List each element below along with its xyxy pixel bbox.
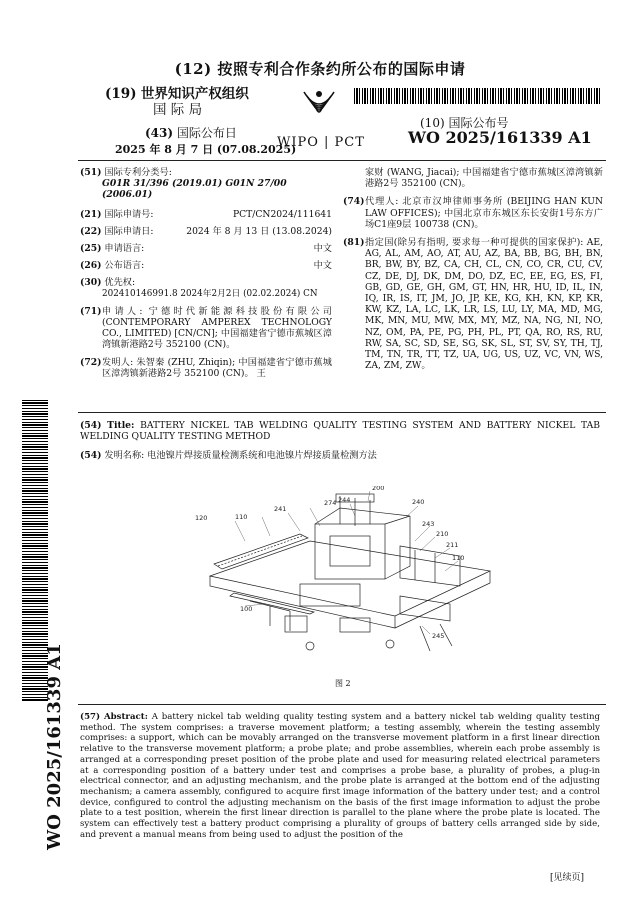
field-26: (26) 公布语言: 中文	[80, 260, 332, 272]
pub-date-code: (43)	[145, 126, 174, 140]
label-211: 211	[446, 541, 459, 549]
field-22: (22) 国际申请日: 2024 年 8 月 13 日 (13.08.2024)	[80, 225, 332, 237]
biblio-left	[80, 167, 332, 379]
pub-no-label: 国际公布号	[448, 116, 509, 130]
label-274: 274	[324, 499, 337, 507]
figure-caption: 图 2	[335, 679, 351, 688]
field-51-value: G01R 31/396 (2019.01) G01N 27/00 (2006.01)	[102, 178, 287, 201]
label-200: 200	[372, 486, 385, 492]
org-code: (19)	[105, 86, 137, 102]
title-zh: (54) 发明名称: 电池镍片焊接质量检测系统和电池镍片焊接质量检测方法	[80, 450, 377, 461]
org-name: 世界知识产权组织	[140, 86, 249, 102]
field-81: (81) 指定国(除另有指明, 要求每一种可提供的国家保护): AE, AG, AL, AM, AO, AT, AU, AZ, BA, BB, BG, BH, BN, BR, BW, BY, BZ, CA, CH, CL, CN, CO, CR, CU, CV, CZ, DE, DJ, DK, DM, DO, DZ, EC, EE, EG, ES, FI, GB, GD, GE, GH, GM, GT, HN, HR, HU, ID, IL, IN, IQ, IR, IS, IT, JM, JO, JP, KE, KG, KH, KN, KP, KR, KW, KZ, LA, LC, LK, LR, LS, LU, LY, MA, MD, MG, MK, MN, MU, MW, MX, MY, MZ, NA, NG, NI, NO, NZ, OM, PA, PE, PG, PH, PL, PT, QA, RO, RS, RU, RW, SA, SC, SD, SE, SG, SK, SL, ST, SV, SY, TH, TJ, TM, TN, TR, TT, TZ, UA, UG, US, UZ, VC, VN, WS, ZA, ZM, ZW。	[343, 237, 603, 372]
label-120: 120	[195, 514, 208, 522]
field-51: (51) 国际专利分类号:	[80, 167, 172, 178]
field-74: (74) 代理人: 北京市汉坤律师事务所 (BEIJING HAN KUN LAW OFFICES); 中国北京市东城区东长安街1号东方广场C1座9层 100738 (CN)。	[343, 196, 603, 230]
document-type: (12) 按照专利合作条约所公布的国际申请	[174, 60, 466, 78]
side-pub-number: WO 2025/161339 A1	[44, 643, 65, 850]
pub-no: WO 2025/161339 A1	[408, 128, 592, 147]
field-71: (71) 申请人: 宁德时代新能源科技股份有限公司 (CONTEMPORARY AMPEREX TECHNOLOGY CO., LIMITED) [CN/CN]; 中国福建省宁德市蕉城区漳湾镇新港路2号 352100 (CN)。	[80, 305, 332, 351]
label-241: 241	[274, 505, 287, 513]
barcode	[354, 88, 600, 104]
label-210: 210	[436, 530, 449, 538]
field-72-continued: 家财 (WANG, Jiacai); 中国福建省宁德市蕉城区漳湾镇新港路2号 352100 (CN)。	[365, 167, 603, 190]
org-bureau: 国 际 局	[153, 102, 203, 118]
wipo-logo-icon	[296, 86, 342, 130]
field-30-value: 202410146991.8 2024年2月2日 (02.02.2024) CN	[102, 288, 318, 299]
pub-date-label: 国际公布日	[176, 126, 237, 140]
label-244: 244	[338, 496, 351, 504]
label-245: 245	[432, 632, 445, 640]
pub-no-code: (10)	[420, 116, 445, 130]
label-100: 100	[240, 605, 253, 613]
continued-note: [见续页]	[550, 873, 585, 883]
label-110-left: 110	[235, 513, 248, 521]
org-block	[105, 86, 285, 118]
label-240: 240	[412, 498, 425, 506]
field-25: (25) 申请语言: 中文	[80, 243, 332, 255]
title-rule	[78, 412, 606, 413]
field-30: (30) 优先权:	[80, 277, 136, 289]
pub-date-label-block	[145, 124, 237, 141]
figure-drawing	[190, 486, 510, 676]
header-rule	[78, 160, 606, 161]
label-243: 243	[422, 520, 435, 528]
title-en: (54) Title: BATTERY NICKEL TAB WELDING QUALITY TESTING SYSTEM AND BATTERY NICKEL TAB WELDING QUALITY TESTING METHOD	[80, 420, 601, 443]
abstract-rule	[78, 704, 606, 705]
label-110-right: 110	[452, 554, 465, 562]
field-21: (21) 国际申请号: PCT/CN2024/111641	[80, 208, 332, 220]
biblio-right	[343, 167, 603, 371]
abstract: (57) Abstract: A battery nickel tab welding quality testing system and a battery nickel tab welding quality testing method. The system comprises: a traverse movement platform; a testing assembly, wherein the testing assembly comprises: a support, which can be movably arranged on the transverse movement platform in a first linear direction relative to the transverse movement platform; a probe plate; and probe assemblies, wherein each probe assembly is arranged at a corresponding preset position of the probe plate and used for measuring related electrical parameters at a corresponding position of a battery under test and comprises a probe base, a plurality of probes, a plug-in electrical connector, and an adjusting mechanism, and the probe plate is arranged at the bottom end of the adjusting mechanism; a camera assembly, configured to acquire first image information of the battery under test; and a control device, configured to control the adjusting mechanism on the basis of the first image information to adjust the probe plate to a test position, wherein the first linear direction is parallel to the plane where the probe plate is located. The system can effectively test a battery product comprising a plurality of groups of battery cells arranged side by side, and prevent a manual means from being used to adjust the position of the	[80, 712, 600, 840]
wipo-pct-text: WIPO | PCT	[277, 135, 365, 150]
field-72: (72) 发明人: 朱智秦 (ZHU, Zhiqin); 中国福建省宁德市蕉城区漳湾镇新港路2号 352100 (CN)。 王	[80, 356, 332, 379]
pub-date: 2025 年 8 月 7 日 (07.08.2025)	[115, 143, 297, 156]
